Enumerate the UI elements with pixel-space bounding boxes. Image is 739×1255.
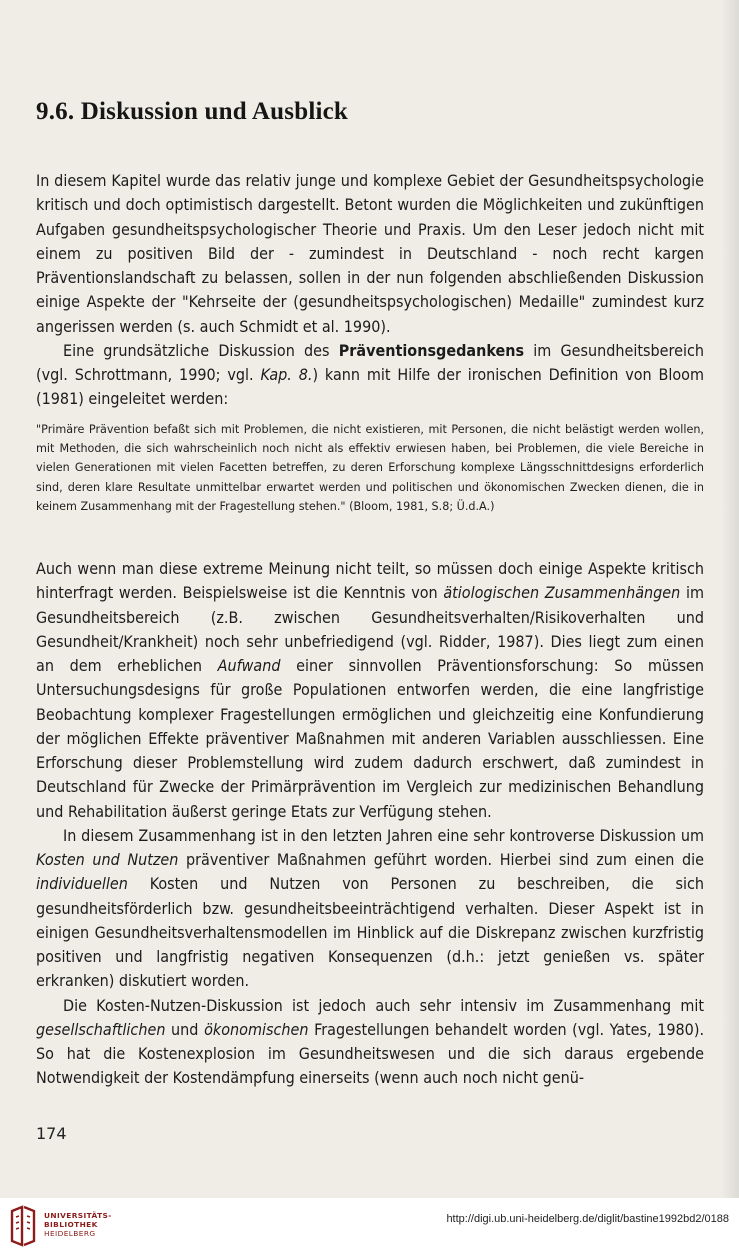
- chapter-reference: Kap. 8.: [260, 365, 313, 384]
- bold-term: Präventionsgedankens: [338, 340, 525, 360]
- paragraph-1: In diesem Kapitel wurde das relativ junge und komplexe Gebiet der Gesundheitspsychologie kritisch und doch optimistisch dargestellt. Betont wurden die Möglichkeiten und zukünftigen Aufgaben gesundheitspsychologischer Theorie und Praxis. Um den Leser jedoch nicht mit einem zu positiven Bild der - zumindest in Deutschland - noch recht kargen Präventionslandschaft zu belassen, sollen in der nun folgenden abschließenden Diskussion einige Aspekte der "Kehrseite der (gesundheitspsychologischen) Medaille" zumindest kurz angerissen werden (s. auch Schmidt et al. 1990).: [36, 171, 704, 336]
- main-text: [36, 557, 704, 1091]
- document-url[interactable]: http://digi.ub.uni-heidelberg.de/diglit/bastine1992bd2/0188: [446, 1213, 729, 1225]
- library-logo-icon[interactable]: [8, 1205, 38, 1247]
- library-name[interactable]: UNIVERSITÄTS- BIBLIOTHEK HEIDELBERG: [44, 1211, 112, 1238]
- paragraph-5: Die Kosten-Nutzen-Diskussion ist jedoch auch sehr intensiv im Zusammenhang mit gesellschaftlichen und ökonomischen Fragestellungen behandelt worden (vgl. Yates, 1980). So hat die Kostenexplosion im Gesundheitswesen und die sich daraus ergebende Notwendigkeit der Kostendämpfung einerseits (wenn auch noch nicht genü-: [36, 995, 705, 1088]
- page-number: 174: [36, 1124, 67, 1143]
- paragraph-3: Auch wenn man diese extreme Meinung nicht teilt, so müssen doch einige Aspekte kritisch hinterfragt werden. Beispielsweise ist die Kenntnis von ätiologischen Zusammenhängen im Gesundheitsbereich (z.B. zwischen Gesundheitsverhalten/Risikoverhalten und Gesundheit/Krankheit) noch sehr unbefriedigend (vgl. Ridder, 1987). Dies liegt zum einen an dem erheblichen Aufwand einer sinnvollen Präventionsforschung: So müssen Untersuchungsdesigns für große Populationen entworfen werden, die eine langfristige Beobachtung komplexer Fragestellungen ermöglichen und gleichzeitig eine Konfundierung der möglichen Effekte präventiver Maßnahmen mit anderen Variablen ausschliessen. Eine Erforschung dieser Problemstellung wird zudem dadurch erschwert, daß zumindest in Deutschland für Zwecke der Primärprävention im Vergleich zur medizinischen Behandlung und Rehabilitation äußerst geringe Etats zur Verfügung stehen.: [36, 559, 704, 821]
- paragraph-2: Eine grundsätzliche Diskussion des Präventionsgedankens im Gesundheitsbereich (vgl. Schrottmann, 1990; vgl. Kap. 8.) kann mit Hilfe der ironischen Definition von Bloom (1981) eingeleitet werden:: [36, 340, 704, 409]
- block-quote: "Primäre Prävention befaßt sich mit Problemen, die nicht existieren, mit Personen, die nicht belästigt werden wollen, mit Methoden, die sich wahrscheinlich noch nicht als effektiv erwiesen haben, bei Problemen, die viele Bereiche in vielen Generationen mit vielen Facetten betreffen, zu deren Erforschung komplexe Längsschnittdesigns erforderlich sind, deren klare Resultate unmittelbar erwartet werden und politischen und ökonomischen Zwecken dienen, die in keinem Zusammenhang mit der Fragestellung stehen." (Bloom, 1981, S.8; Ü.d.A.): [36, 423, 704, 513]
- viewer-footer: [0, 1198, 739, 1255]
- intro-text: [36, 169, 704, 412]
- paragraph-4: In diesem Zusammenhang ist in den letzten Jahren eine sehr kontroverse Diskussion um Kosten und Nutzen präventiver Maßnahmen geführt worden. Hierbei sind zum einen die individuellen Kosten und Nutzen von Personen zu beschreiben, die sich gesundheitsförderlich bzw. gesundheitsbeeinträchtigend verhalten. Dieser Aspekt ist in einigen Gesundheitsverhaltensmodellen im Hinblick auf die Diskrepanz zwischen kurzfristig positiven und langfristig negativen Konsequenzen (d.h.: jetzt genießen vs. später erkranken) diskutiert worden.: [36, 825, 704, 991]
- page-binding-shadow: [721, 0, 739, 1198]
- section-heading: 9.6. Diskussion und Ausblick: [36, 98, 349, 125]
